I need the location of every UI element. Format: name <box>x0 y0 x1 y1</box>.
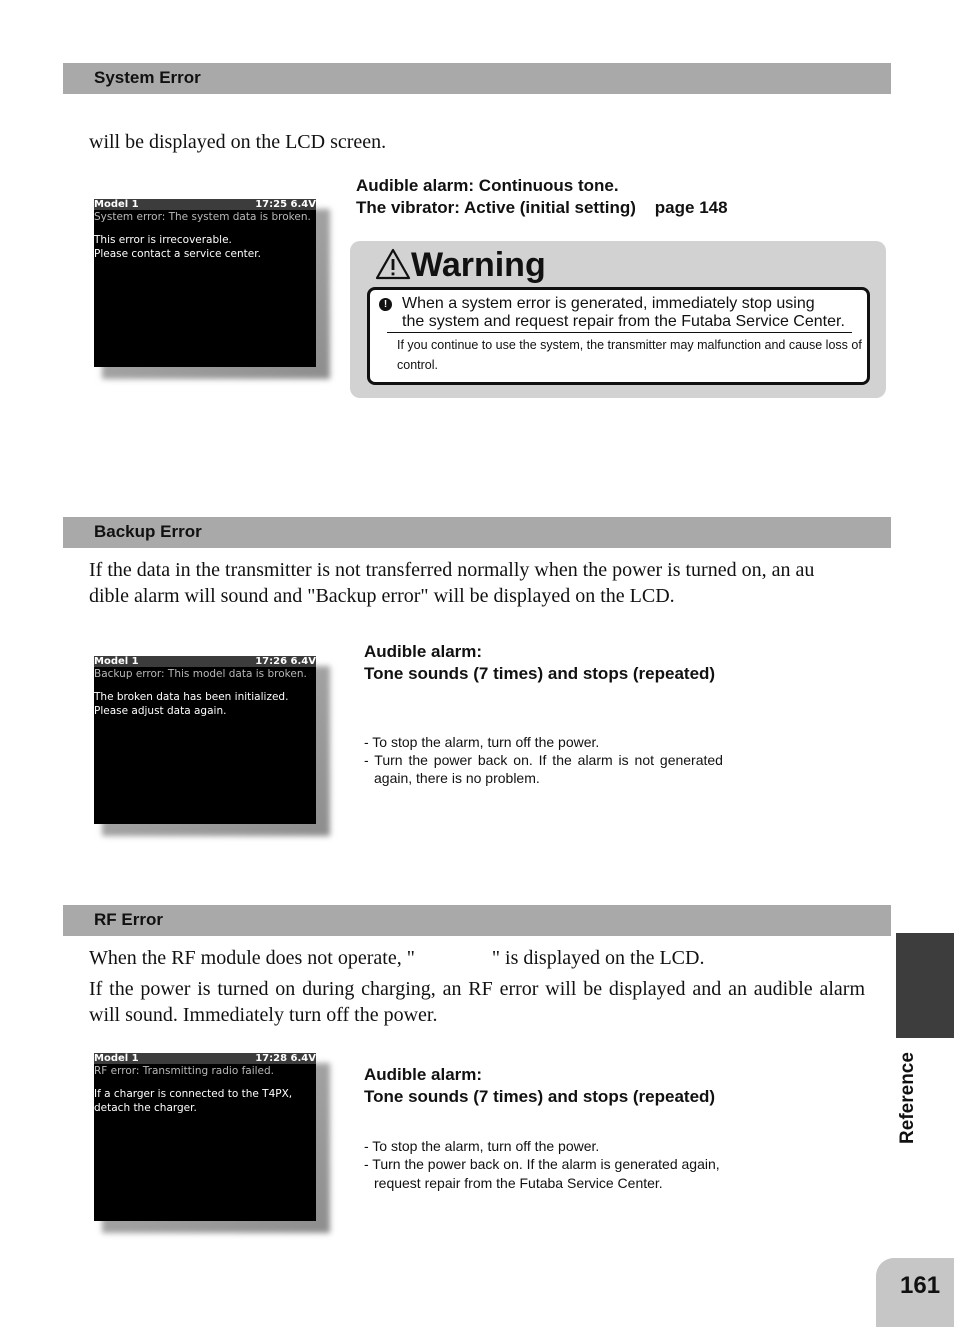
backup-paragraph-line-1: If the data in the transmitter is not transferred normally when the power is turned on, an au <box>89 559 815 581</box>
rf-paragraph-1a: When the RF module does not operate, " <box>89 947 415 969</box>
lcd-message-line-1: This error is irrecoverable. <box>94 234 232 246</box>
warning-main-line-1: When a system error is generated, immediately stop using <box>402 295 815 312</box>
lcd-time-voltage: 17:28 6.4V <box>255 1053 316 1064</box>
lcd-message-line-2: detach the charger. <box>94 1102 197 1114</box>
system-alarm-line: Audible alarm: Continuous tone. <box>356 176 619 195</box>
lcd-error-title: RF error: Transmitting radio failed. <box>94 1065 275 1077</box>
page-number-tab <box>876 1258 954 1327</box>
backup-note-2: - Turn the power back on. If the alarm is not generated <box>364 752 723 768</box>
warning-sub-text: If you continue to use the system, the transmitter may malfunction and cause loss of control. <box>397 338 862 372</box>
section-title: RF Error <box>94 910 163 929</box>
lcd-screen <box>94 199 316 367</box>
lcd-status-bar <box>94 1053 316 1064</box>
section-header-system-error <box>63 63 891 94</box>
lcd-status-bar <box>94 199 316 210</box>
lcd-status-bar <box>94 656 316 667</box>
lcd-message-line-2: Please contact a service center. <box>94 248 261 260</box>
warning-content <box>367 287 870 385</box>
system-vibrator-line: The vibrator: Active (initial setting) page 148 <box>356 198 728 217</box>
backup-note-3: again, there is no problem. <box>374 770 540 786</box>
rf-note-3: request repair from the Futaba Service Center. <box>374 1175 663 1191</box>
system-intro-text: will be displayed on the LCD screen. <box>89 131 387 153</box>
rf-paragraph-2: If the power is turned on during charging, an RF error will be displayed and an audible alarm will sound. Immediately turn off the power. <box>89 978 865 1026</box>
lcd-screenshot-rf-error <box>94 1053 330 1233</box>
warning-triangle-icon <box>375 248 411 280</box>
lcd-message-line-2: Please adjust data again. <box>94 705 227 717</box>
chapter-label-text: Reference <box>897 1051 918 1144</box>
backup-paragraph-line-2: dible alarm will sound and "Backup error" will be displayed on the LCD. <box>89 585 675 607</box>
rf-alarm-desc: Tone sounds (7 times) and stops (repeated) <box>364 1087 716 1106</box>
exclamation-icon: ! <box>379 298 392 311</box>
lcd-screen <box>94 656 316 824</box>
section-title: Backup Error <box>94 522 202 541</box>
lcd-time-voltage: 17:26 6.4V <box>255 656 316 667</box>
lcd-error-title: System error: The system data is broken. <box>94 211 311 223</box>
lcd-error-title: Backup error: This model data is broken. <box>94 668 307 680</box>
rf-note-2: - Turn the power back on. If the alarm is generated again, <box>364 1156 720 1172</box>
chapter-label <box>893 1040 923 1155</box>
warning-box <box>350 241 886 398</box>
rf-paragraph-1 <box>89 945 704 971</box>
lcd-screenshot-system-error <box>94 199 330 379</box>
rf-alarm-label: Audible alarm: <box>364 1065 483 1084</box>
lcd-screenshot-backup-error <box>94 656 330 836</box>
section-header-rf-error <box>63 905 891 936</box>
section-header-backup-error <box>63 517 891 548</box>
page-number: 161 <box>900 1272 941 1299</box>
warning-divider <box>387 332 852 333</box>
warning-main-line-2: the system and request repair from the Futaba Service Center. <box>402 313 845 330</box>
lcd-message-line-1: If a charger is connected to the T4PX, <box>94 1088 293 1100</box>
section-title: System Error <box>94 68 201 87</box>
lcd-screen <box>94 1053 316 1221</box>
backup-note-1: - To stop the alarm, turn off the power. <box>364 734 600 750</box>
rf-note-1: - To stop the alarm, turn off the power. <box>364 1138 600 1154</box>
chapter-tab-marker <box>896 933 954 1038</box>
lcd-time-voltage: 17:25 6.4V <box>255 199 316 210</box>
lcd-message-line-1: The broken data has been initialized. <box>94 691 289 703</box>
backup-alarm-desc: Tone sounds (7 times) and stops (repeated) <box>364 664 716 683</box>
rf-paragraph-1b: " is displayed on the LCD. <box>491 947 705 969</box>
lcd-model-name: Model 1 <box>94 1053 139 1064</box>
backup-alarm-label: Audible alarm: <box>364 642 483 661</box>
lcd-model-name: Model 1 <box>94 656 139 667</box>
warning-title: Warning <box>411 246 546 284</box>
lcd-model-name: Model 1 <box>94 199 139 210</box>
